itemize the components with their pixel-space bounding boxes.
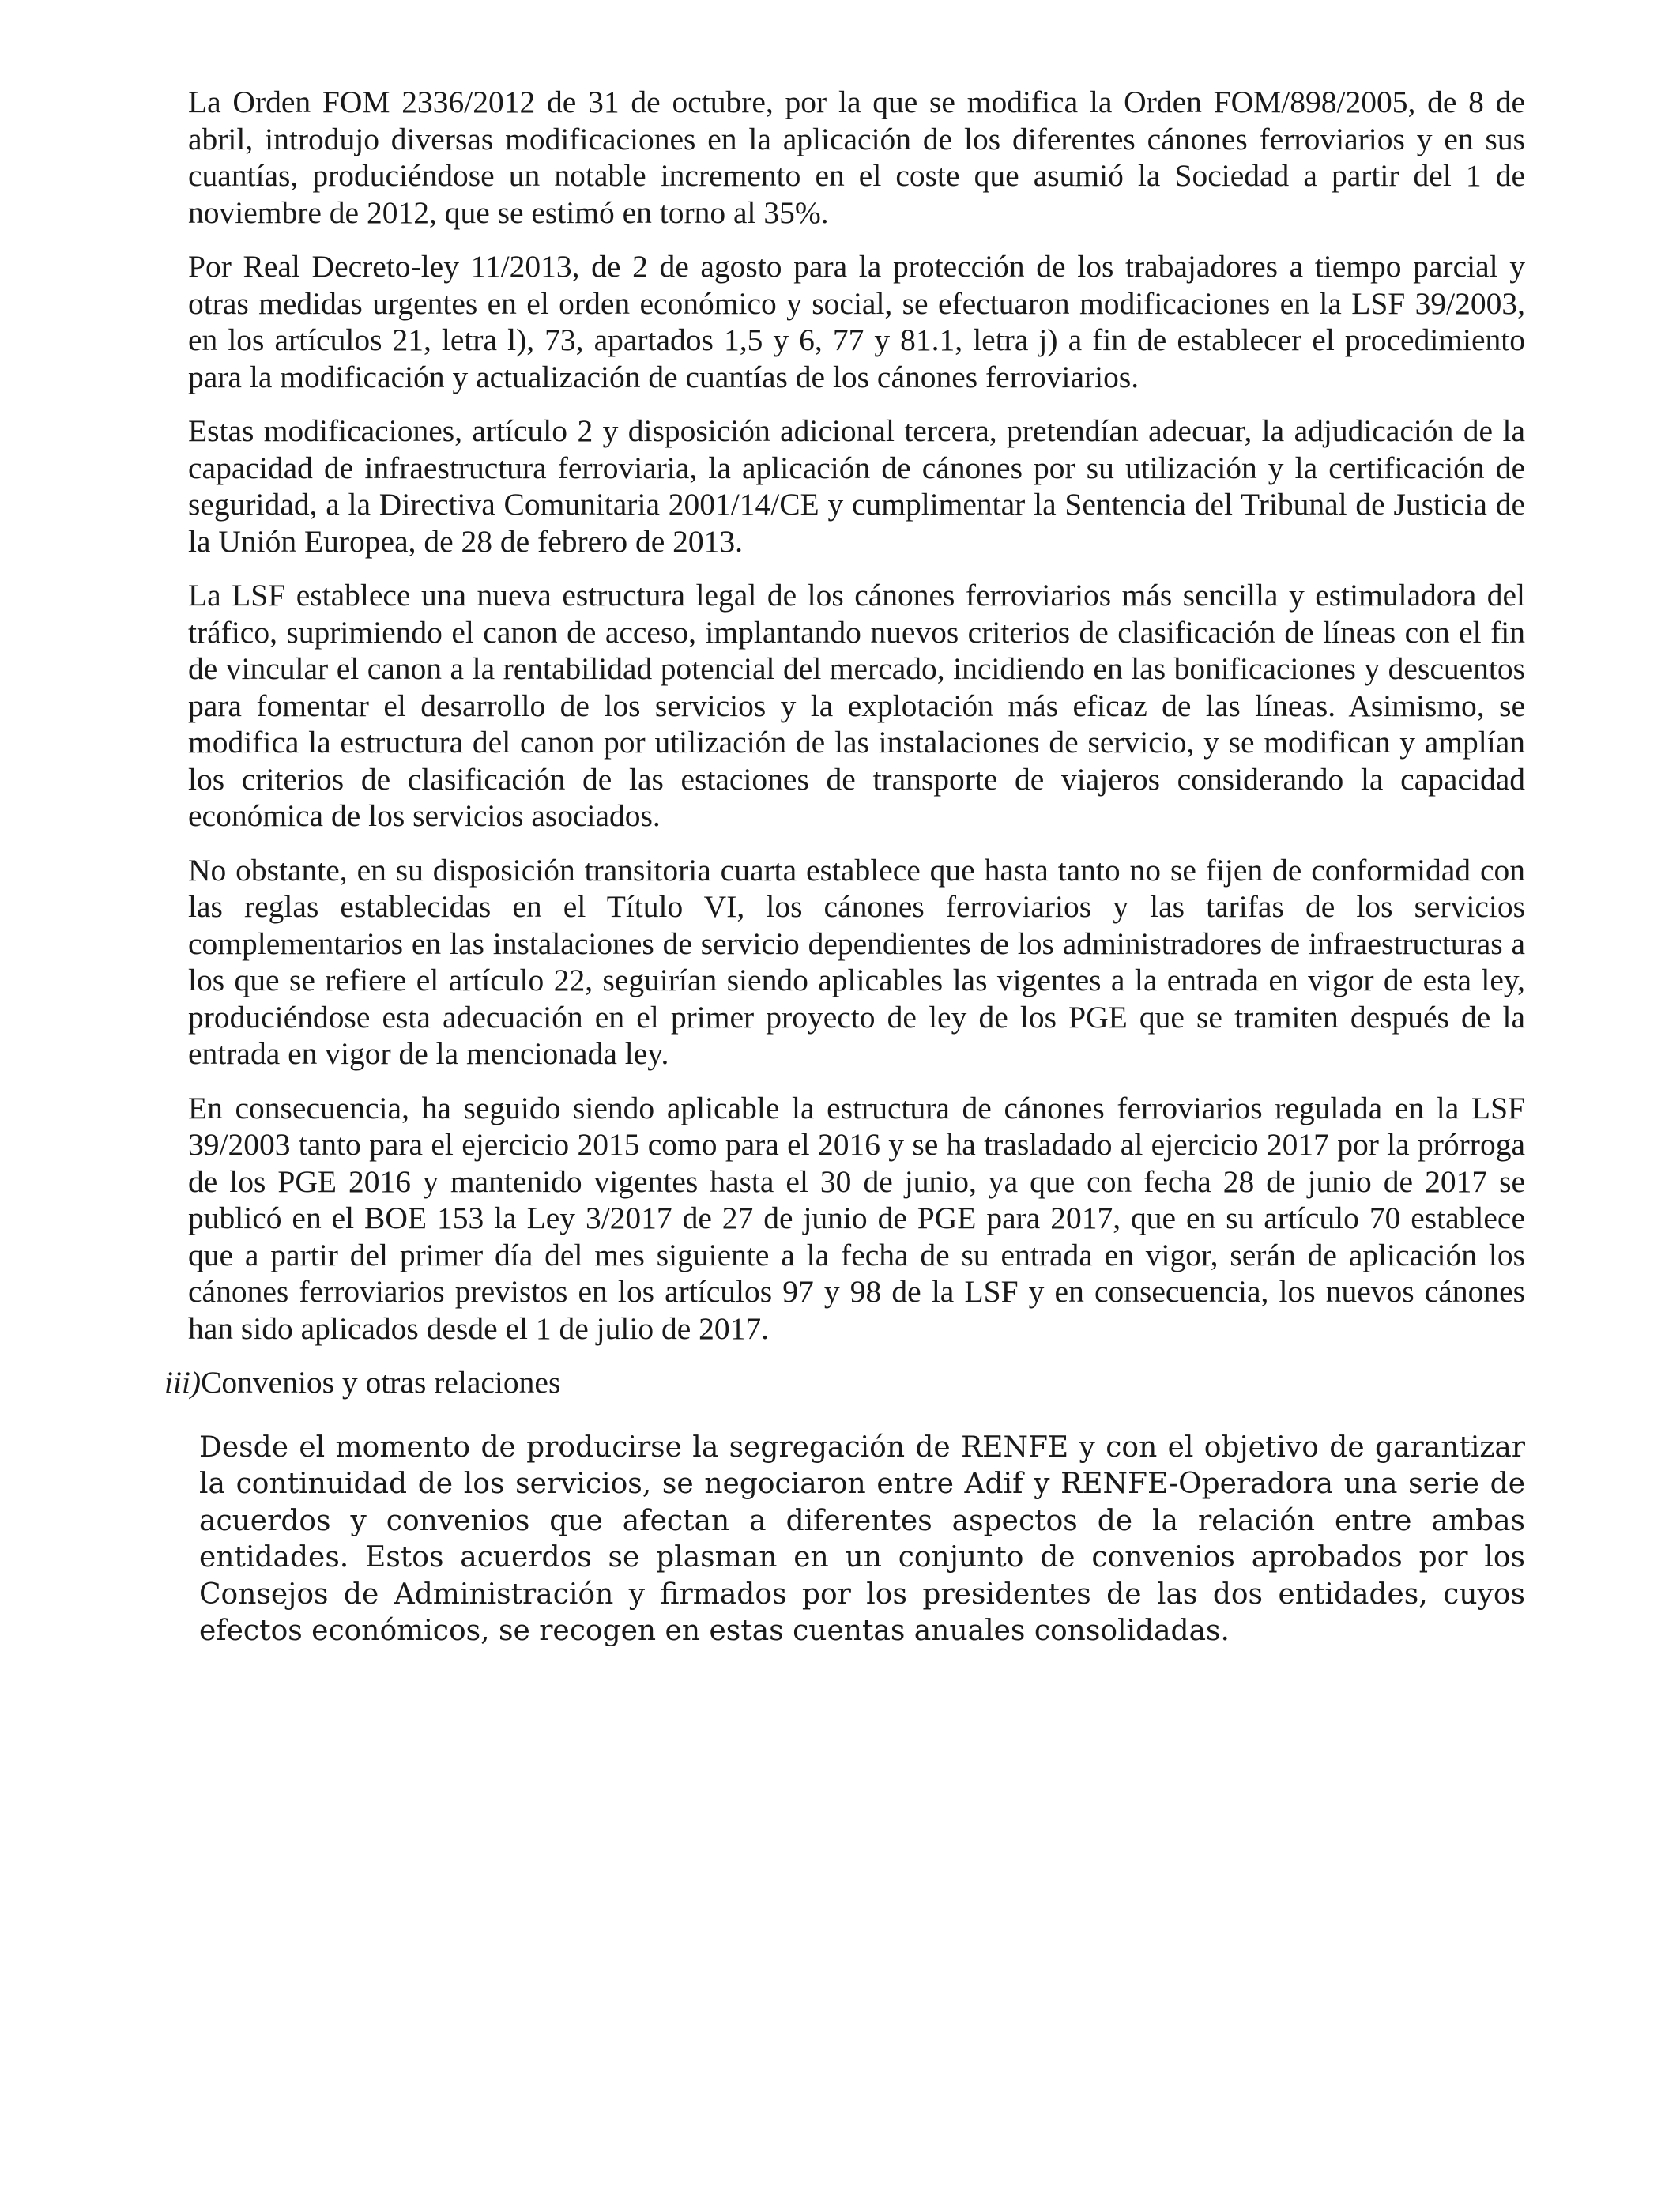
paragraph-lsf-estructura: La LSF establece una nueva estructura legal de los cánones ferroviarios más sencilla y estimuladora del tráfico, suprimiendo el canon de acceso, implantando nuevos criterios de clasificación de líneas con el fin de vincular el canon a la rentabilidad potencial del mercado, incidiendo en las bonificaciones y descuentos para fomentar el desarrollo de los servicios y la explotación más eficaz de las líneas. Asimismo, se modifica la estructura del canon por utilización de las instalaciones de servicio, y se modifican y amplían los criterios de clasificación de las estaciones de transporte de viajeros considerando la capacidad económica de los servicios asociados. [188,578,1525,833]
paragraph-orden-fom: La Orden FOM 2336/2012 de 31 de octubre, por la que se modifica la Orden FOM/898/2005, de 8 de abril, introdujo diversas modificaciones en la aplicación de los diferentes cánones ferroviarios y en sus cuantías, produciéndose un notable incremento en el coste que asumió la Sociedad a partir del 1 de noviembre de 2012, que se estimó en torno al 35%. [188,85,1525,230]
section-title: Convenios y otras relaciones [201,1365,561,1400]
section-heading [164,1364,1525,1401]
section-number: iii) [164,1365,202,1400]
paragraph-convenios: Desde el momento de producirse la segregación de RENFE y con el objetivo de garantizar la continuidad de los servicios, se negociaron entre Adif y RENFE-Operadora una serie de acuerdos y convenios que afectan a diferentes aspectos de la relación entre ambas entidades. Estos acuerdos se plasman en un conjunto de convenios aprobados por los Consejos de Administración y firmados por los presidentes de las dos entidades, cuyos efectos económicos, se recogen en estas cuentas anuales consolidadas. [199,1431,1525,1647]
paragraph-modificaciones: Estas modificaciones, artículo 2 y disposición adicional tercera, pretendían adecuar, la adjudicación de la capacidad de infraestructura ferroviaria, la aplicación de cánones por su utilización y la certificación de seguridad, a la Directiva Comunitaria 2001/14/CE y cumplimentar la Sentencia del Tribunal de Justicia de la Unión Europea, de 28 de febrero de 2013. [188,413,1525,559]
paragraph-en-consecuencia: En consecuencia, ha seguido siendo aplicable la estructura de cánones ferroviarios regulada en la LSF 39/2003 tanto para el ejercicio 2015 como para el 2016 y se ha trasladado al ejercicio 2017 por la prórroga de los PGE 2016 y mantenido vigentes hasta el 30 de junio, ya que con fecha 28 de junio de 2017 se publicó en el BOE 153 la Ley 3/2017 de 27 de junio de PGE para 2017, que en su artículo 70 establece que a partir del primer día del mes siguiente a la fecha de su entrada en vigor, serán de aplicación los cánones ferroviarios previstos en los artículos 97 y 98 de la LSF y en consecuencia, los nuevos cánones han sido aplicados desde el 1 de julio de 2017. [188,1090,1525,1346]
document-body [164,84,1525,1679]
paragraph-no-obstante: No obstante, en su disposición transitoria cuarta establece que hasta tanto no se fijen de conformidad con las reglas establecidas en el Título VI, los cánones ferroviarios y las tarifas de los servicios complementarios en las instalaciones de servicio dependientes de los administradores de infraestructuras a los que se refiere el artículo 22, seguirían siendo aplicables las vigentes a la entrada en vigor de esta ley, produciéndose esta adecuación en el primer proyecto de ley de los PGE que se tramiten después de la entrada en vigor de la mencionada ley. [188,852,1525,1071]
paragraph-real-decreto: Por Real Decreto-ley 11/2013, de 2 de agosto para la protección de los trabajadores a tiempo parcial y otras medidas urgentes en el orden económico y social, se efectuaron modificaciones en la LSF 39/2003, en los artículos 21, letra l), 73, apartados 1,5 y 6, 77 y 81.1, letra j) a fin de establecer el procedimiento para la modificación y actualización de cuantías de los cánones ferroviarios. [188,249,1525,394]
